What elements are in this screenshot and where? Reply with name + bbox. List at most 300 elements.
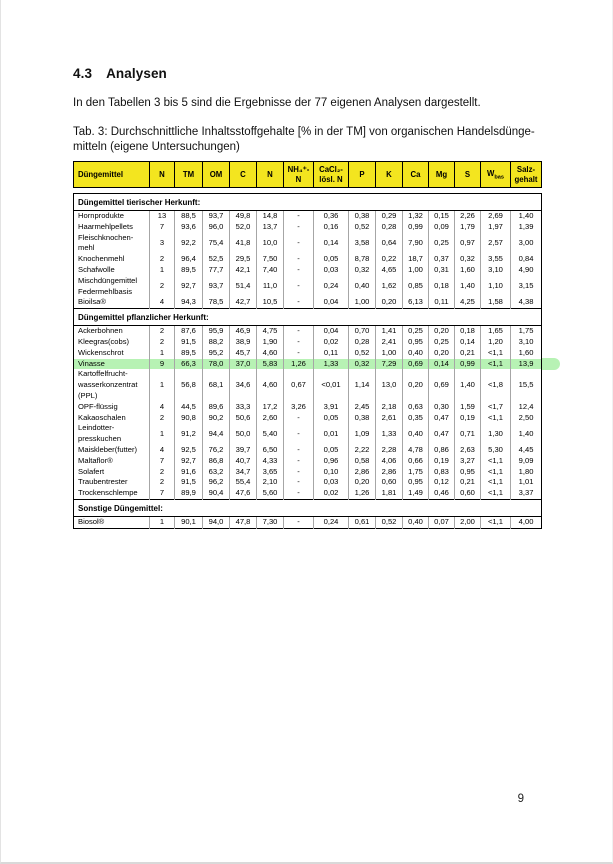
cell: 0,05 bbox=[314, 254, 349, 265]
cell: 1,40 bbox=[511, 423, 542, 445]
cell: 0,25 bbox=[429, 337, 455, 348]
cell: 4,90 bbox=[511, 265, 542, 276]
cell: 0,25 bbox=[403, 326, 429, 337]
cell: 0,67 bbox=[284, 369, 314, 401]
cell: 92,2 bbox=[175, 233, 203, 255]
cell: 1,00 bbox=[376, 348, 403, 359]
cell: 1 bbox=[150, 516, 175, 528]
cell: 4,75 bbox=[257, 326, 284, 337]
cell: 0,24 bbox=[314, 276, 349, 298]
cell: 1,60 bbox=[511, 348, 542, 359]
cell: 0,46 bbox=[429, 488, 455, 499]
section-title-text: Analysen bbox=[106, 66, 167, 81]
table-row bbox=[74, 297, 542, 308]
cell: 2,22 bbox=[349, 445, 376, 456]
cell: 49,8 bbox=[230, 211, 257, 222]
cell: <1,1 bbox=[481, 488, 511, 499]
cell: 0,03 bbox=[314, 265, 349, 276]
cell: 0,97 bbox=[455, 233, 481, 255]
cell: 34,7 bbox=[230, 467, 257, 478]
cell: - bbox=[284, 326, 314, 337]
cell: 2,26 bbox=[455, 211, 481, 222]
cell: 0,24 bbox=[314, 516, 349, 528]
cell: 2,60 bbox=[257, 413, 284, 424]
cell: 0,15 bbox=[429, 211, 455, 222]
cell: 0,12 bbox=[429, 477, 455, 488]
cell: <1,7 bbox=[481, 402, 511, 413]
cell: 1,40 bbox=[511, 211, 542, 222]
cell: 1,90 bbox=[257, 337, 284, 348]
cell: 9,09 bbox=[511, 456, 542, 467]
cell: 0,63 bbox=[403, 402, 429, 413]
column-header: Mg bbox=[429, 162, 455, 188]
cell: - bbox=[284, 233, 314, 255]
row-label: Biosol® bbox=[78, 516, 105, 526]
cell: 1,09 bbox=[349, 423, 376, 445]
cell: 0,83 bbox=[429, 467, 455, 478]
cell: 0,05 bbox=[314, 413, 349, 424]
cell: 1 bbox=[150, 348, 175, 359]
row-label: Schafwolle bbox=[78, 265, 115, 275]
table-row bbox=[74, 488, 542, 499]
cell: 2,41 bbox=[376, 337, 403, 348]
cell: 0,10 bbox=[314, 467, 349, 478]
cell: 0,40 bbox=[349, 276, 376, 298]
cell: 95,2 bbox=[203, 348, 230, 359]
cell: 3,91 bbox=[314, 402, 349, 413]
cell: 1,59 bbox=[455, 402, 481, 413]
section-header-row bbox=[74, 499, 542, 516]
cell: - bbox=[284, 348, 314, 359]
cell: - bbox=[284, 445, 314, 456]
cell: 93,6 bbox=[175, 222, 203, 233]
cell: 5,83 bbox=[257, 359, 284, 370]
column-header: C bbox=[230, 162, 257, 188]
table-row bbox=[74, 423, 542, 445]
cell: 10,0 bbox=[257, 233, 284, 255]
section-title: Sonstige Düngemittel: bbox=[74, 499, 542, 516]
cell: 0,29 bbox=[376, 211, 403, 222]
cell: 0,20 bbox=[349, 477, 376, 488]
row-label: Solafert bbox=[78, 466, 105, 476]
cell: 2 bbox=[150, 337, 175, 348]
cell: 0,18 bbox=[429, 276, 455, 298]
cell: 38,9 bbox=[230, 337, 257, 348]
cell: 0,40 bbox=[403, 348, 429, 359]
cell: 1,41 bbox=[376, 326, 403, 337]
cell: 0,20 bbox=[429, 348, 455, 359]
cell: 2,86 bbox=[349, 467, 376, 478]
page-content bbox=[73, 66, 543, 529]
table-row bbox=[74, 326, 542, 337]
cell: <1,1 bbox=[481, 413, 511, 424]
cell: 10,5 bbox=[257, 297, 284, 308]
row-label: Kleegras(cobs) bbox=[78, 337, 130, 347]
cell: 1,32 bbox=[403, 211, 429, 222]
cell: 0,32 bbox=[455, 254, 481, 265]
cell: <1,1 bbox=[481, 477, 511, 488]
cell: 3,58 bbox=[349, 233, 376, 255]
cell: 0,21 bbox=[455, 348, 481, 359]
column-header: N bbox=[150, 162, 175, 188]
row-label: Fleischknochen-mehl bbox=[78, 232, 134, 253]
cell: 0,36 bbox=[314, 211, 349, 222]
cell: 6,50 bbox=[257, 445, 284, 456]
cell: 0,69 bbox=[429, 369, 455, 401]
cell: 92,7 bbox=[175, 456, 203, 467]
table-row bbox=[74, 456, 542, 467]
cell: 13,0 bbox=[376, 369, 403, 401]
cell: 42,7 bbox=[230, 297, 257, 308]
cell: 39,7 bbox=[230, 445, 257, 456]
cell: 8,78 bbox=[349, 254, 376, 265]
cell: 0,52 bbox=[349, 348, 376, 359]
cell: 0,60 bbox=[376, 477, 403, 488]
cell: 1,01 bbox=[511, 477, 542, 488]
cell: 0,61 bbox=[349, 516, 376, 528]
cell: 0,07 bbox=[429, 516, 455, 528]
cell: - bbox=[284, 477, 314, 488]
cell: 0,47 bbox=[429, 413, 455, 424]
cell: 0,99 bbox=[403, 222, 429, 233]
cell: 63,2 bbox=[203, 467, 230, 478]
cell: 1,33 bbox=[376, 423, 403, 445]
cell: 0,04 bbox=[314, 326, 349, 337]
cell: 50,0 bbox=[230, 423, 257, 445]
column-header: OM bbox=[203, 162, 230, 188]
cell: 37,0 bbox=[230, 359, 257, 370]
cell: 4,65 bbox=[376, 265, 403, 276]
cell: 1,26 bbox=[284, 359, 314, 370]
cell: 1 bbox=[150, 423, 175, 445]
cell: 2,18 bbox=[376, 402, 403, 413]
column-header: $W_{bas}$ bbox=[481, 162, 511, 188]
cell: 1,30 bbox=[481, 423, 511, 445]
cell: 2 bbox=[150, 477, 175, 488]
cell: 0,02 bbox=[314, 488, 349, 499]
intro-paragraph: In den Tabellen 3 bis 5 sind die Ergebnisse der 77 eigenen Analysen dargestellt. bbox=[73, 97, 481, 109]
caption-line-2: mitteln (eigene Untersuchungen) bbox=[73, 140, 240, 153]
cell: <1,1 bbox=[481, 516, 511, 528]
table-row bbox=[74, 265, 542, 276]
row-label: Trockenschlempe bbox=[78, 488, 138, 498]
cell: <1,1 bbox=[481, 348, 511, 359]
cell: 1,10 bbox=[481, 276, 511, 298]
column-header: TM bbox=[175, 162, 203, 188]
cell: 4,78 bbox=[403, 445, 429, 456]
cell: 89,6 bbox=[203, 402, 230, 413]
cell: 4,06 bbox=[376, 456, 403, 467]
cell: 96,4 bbox=[175, 254, 203, 265]
cell: 1 bbox=[150, 265, 175, 276]
cell: - bbox=[284, 488, 314, 499]
row-label: Maltaflor® bbox=[78, 455, 113, 465]
row-label: Hornprodukte bbox=[78, 211, 125, 221]
row-label: Vinasse bbox=[74, 359, 150, 370]
cell: 3,37 bbox=[511, 488, 542, 499]
cell: 6,13 bbox=[403, 297, 429, 308]
cell: 2 bbox=[150, 326, 175, 337]
cell: 4 bbox=[150, 445, 175, 456]
cell: 13,7 bbox=[257, 222, 284, 233]
cell: 2,63 bbox=[455, 445, 481, 456]
cell: 0,31 bbox=[429, 265, 455, 276]
cell: 4,38 bbox=[511, 297, 542, 308]
cell: 44,5 bbox=[175, 402, 203, 413]
cell: 3,55 bbox=[481, 254, 511, 265]
cell: 0,70 bbox=[349, 326, 376, 337]
column-header: S bbox=[455, 162, 481, 188]
cell: - bbox=[284, 222, 314, 233]
row-label: Mischdüngemittel Federmehlbasis bbox=[78, 275, 138, 296]
cell: 2 bbox=[150, 413, 175, 424]
cell: 90,4 bbox=[203, 488, 230, 499]
cell: 89,5 bbox=[175, 265, 203, 276]
cell: - bbox=[284, 423, 314, 445]
cell: 5,30 bbox=[481, 445, 511, 456]
cell: 91,6 bbox=[175, 467, 203, 478]
table-row bbox=[74, 445, 542, 456]
cell: 3,27 bbox=[455, 456, 481, 467]
cell: 1,49 bbox=[403, 488, 429, 499]
row-label: Knochenmehl bbox=[78, 254, 125, 264]
cell: 91,5 bbox=[175, 337, 203, 348]
caption-line-1: Tab. 3: Durchschnittliche Inhaltsstoffgehalte [% in der TM] von organischen Handelsdünge- bbox=[73, 125, 535, 138]
row-label: Bioilsa® bbox=[78, 297, 106, 307]
cell: 0,09 bbox=[429, 222, 455, 233]
cell: - bbox=[284, 254, 314, 265]
cell: 0,35 bbox=[403, 413, 429, 424]
table-row bbox=[74, 413, 542, 424]
cell: 0,64 bbox=[376, 233, 403, 255]
cell: 3 bbox=[150, 233, 175, 255]
cell: 1,75 bbox=[511, 326, 542, 337]
cell: 94,3 bbox=[175, 297, 203, 308]
cell: 5,40 bbox=[257, 423, 284, 445]
cell: 1,00 bbox=[349, 297, 376, 308]
cell: 0,19 bbox=[429, 456, 455, 467]
cell: 14,8 bbox=[257, 211, 284, 222]
cell: 0,16 bbox=[314, 222, 349, 233]
cell: 0,40 bbox=[403, 516, 429, 528]
cell: 4,00 bbox=[511, 516, 542, 528]
cell: 0,37 bbox=[429, 254, 455, 265]
cell: 0,11 bbox=[314, 348, 349, 359]
cell: 0,52 bbox=[376, 516, 403, 528]
cell: 0,95 bbox=[403, 477, 429, 488]
column-header: Ca bbox=[403, 162, 429, 188]
cell: 93,7 bbox=[203, 211, 230, 222]
cell: 1,79 bbox=[455, 222, 481, 233]
cell: 0,21 bbox=[455, 477, 481, 488]
row-label: Kartoffelfrucht-wasserkonzentrat (PPL) bbox=[78, 369, 138, 401]
section-header-row bbox=[74, 309, 542, 326]
page-number: 9 bbox=[517, 793, 524, 805]
cell: 4,60 bbox=[257, 348, 284, 359]
section-header-row bbox=[74, 194, 542, 211]
cell: 89,5 bbox=[175, 348, 203, 359]
cell: - bbox=[284, 276, 314, 298]
row-label: Haarmehlpellets bbox=[78, 221, 133, 231]
cell: 52,5 bbox=[203, 254, 230, 265]
cell: 2,00 bbox=[455, 516, 481, 528]
cell: 0,14 bbox=[455, 337, 481, 348]
cell: 1,97 bbox=[481, 222, 511, 233]
cell: 1,60 bbox=[455, 265, 481, 276]
cell: 56,8 bbox=[175, 369, 203, 401]
cell: <1,1 bbox=[481, 456, 511, 467]
cell: 7,90 bbox=[403, 233, 429, 255]
cell: 93,7 bbox=[203, 276, 230, 298]
cell: 0,25 bbox=[429, 233, 455, 255]
row-label: OPF-flüssig bbox=[78, 401, 118, 411]
cell: 87,6 bbox=[175, 326, 203, 337]
cell: 3,00 bbox=[511, 233, 542, 255]
cell: 0,95 bbox=[403, 337, 429, 348]
column-header: CaCl₂- lösl. N bbox=[314, 162, 349, 188]
cell: 2,69 bbox=[481, 211, 511, 222]
cell: 0,03 bbox=[314, 477, 349, 488]
cell: 2,45 bbox=[349, 402, 376, 413]
cell: 2 bbox=[150, 276, 175, 298]
cell: 2,57 bbox=[481, 233, 511, 255]
table-row bbox=[74, 233, 542, 255]
cell: 1,80 bbox=[511, 467, 542, 478]
cell: 0,32 bbox=[349, 359, 376, 370]
cell: 0,20 bbox=[376, 297, 403, 308]
cell: 0,84 bbox=[511, 254, 542, 265]
cell: - bbox=[284, 211, 314, 222]
table-row bbox=[74, 254, 542, 265]
cell: 7 bbox=[150, 488, 175, 499]
cell: 88,2 bbox=[203, 337, 230, 348]
table-row bbox=[74, 222, 542, 233]
cell: 7,50 bbox=[257, 254, 284, 265]
table-row bbox=[74, 276, 542, 298]
cell: 46,9 bbox=[230, 326, 257, 337]
cell: 0,69 bbox=[403, 359, 429, 370]
cell: 1,14 bbox=[349, 369, 376, 401]
table-row bbox=[74, 467, 542, 478]
cell: 50,6 bbox=[230, 413, 257, 424]
cell: 0,14 bbox=[314, 233, 349, 255]
cell: 0,18 bbox=[455, 326, 481, 337]
cell: 7,30 bbox=[257, 516, 284, 528]
cell: 3,65 bbox=[257, 467, 284, 478]
cell: 0,28 bbox=[349, 337, 376, 348]
table-row bbox=[74, 359, 542, 370]
table-row bbox=[74, 516, 542, 528]
cell: 0,58 bbox=[349, 456, 376, 467]
cell: 42,1 bbox=[230, 265, 257, 276]
cell: 86,8 bbox=[203, 456, 230, 467]
table-row bbox=[74, 477, 542, 488]
cell: 92,7 bbox=[175, 276, 203, 298]
column-header: P bbox=[349, 162, 376, 188]
cell: 4,45 bbox=[511, 445, 542, 456]
cell: 1,40 bbox=[455, 369, 481, 401]
row-label: Maiskleber(futter) bbox=[78, 445, 138, 454]
cell: 33,3 bbox=[230, 402, 257, 413]
cell: 76,2 bbox=[203, 445, 230, 456]
cell: 2 bbox=[150, 467, 175, 478]
table-row bbox=[74, 369, 542, 401]
header-row bbox=[74, 162, 542, 188]
cell: 0,47 bbox=[429, 423, 455, 445]
cell: 0,99 bbox=[455, 359, 481, 370]
cell: 66,3 bbox=[175, 359, 203, 370]
cell: 90,8 bbox=[175, 413, 203, 424]
cell: - bbox=[284, 456, 314, 467]
column-header: Düngemittel bbox=[74, 162, 150, 188]
section-heading bbox=[73, 66, 543, 81]
cell: - bbox=[284, 516, 314, 528]
cell: 0,20 bbox=[429, 326, 455, 337]
table-row bbox=[74, 337, 542, 348]
cell: 2,61 bbox=[376, 413, 403, 424]
row-label: Wickenschrot bbox=[78, 347, 124, 357]
cell: 2,10 bbox=[257, 477, 284, 488]
cell: <1,1 bbox=[481, 467, 511, 478]
cell: 0,19 bbox=[455, 413, 481, 424]
cell: 41,8 bbox=[230, 233, 257, 255]
cell: - bbox=[284, 297, 314, 308]
table-caption bbox=[73, 125, 543, 154]
cell: 0,02 bbox=[314, 337, 349, 348]
cell: 90,2 bbox=[203, 413, 230, 424]
cell: 4 bbox=[150, 297, 175, 308]
cell: 15,5 bbox=[511, 369, 542, 401]
cell: 47,6 bbox=[230, 488, 257, 499]
cell: 95,9 bbox=[203, 326, 230, 337]
cell: - bbox=[284, 265, 314, 276]
column-header: K bbox=[376, 162, 403, 188]
cell: 55,4 bbox=[230, 477, 257, 488]
cell: 0,71 bbox=[455, 423, 481, 445]
cell: 13,9 bbox=[511, 359, 542, 370]
section-title: Düngemittel pflanzlicher Herkunft: bbox=[74, 309, 542, 326]
cell: 0,40 bbox=[403, 423, 429, 445]
cell: 0,32 bbox=[349, 265, 376, 276]
cell: 0,38 bbox=[349, 413, 376, 424]
cell: 1,00 bbox=[403, 265, 429, 276]
cell: 78,5 bbox=[203, 297, 230, 308]
cell: 1,58 bbox=[481, 297, 511, 308]
cell: 2 bbox=[150, 254, 175, 265]
cell: 40,7 bbox=[230, 456, 257, 467]
cell: 2,50 bbox=[511, 413, 542, 424]
column-header: Salz- gehalt bbox=[511, 162, 542, 188]
cell: 34,6 bbox=[230, 369, 257, 401]
cell: 96,2 bbox=[203, 477, 230, 488]
table-row bbox=[74, 348, 542, 359]
cell: 7 bbox=[150, 222, 175, 233]
cell: 0,86 bbox=[429, 445, 455, 456]
cell: 3,10 bbox=[481, 265, 511, 276]
cell: - bbox=[284, 467, 314, 478]
cell: 9 bbox=[150, 359, 175, 370]
cell: <0,01 bbox=[314, 369, 349, 401]
cell: 17,2 bbox=[257, 402, 284, 413]
cell: 4,33 bbox=[257, 456, 284, 467]
cell: 1,26 bbox=[349, 488, 376, 499]
cell: 47,8 bbox=[230, 516, 257, 528]
row-label: Traubentrester bbox=[78, 477, 128, 487]
table-body bbox=[74, 194, 542, 529]
row-label: Kakaoschalen bbox=[78, 412, 126, 422]
cell: 11,0 bbox=[257, 276, 284, 298]
cell: 0,05 bbox=[314, 445, 349, 456]
